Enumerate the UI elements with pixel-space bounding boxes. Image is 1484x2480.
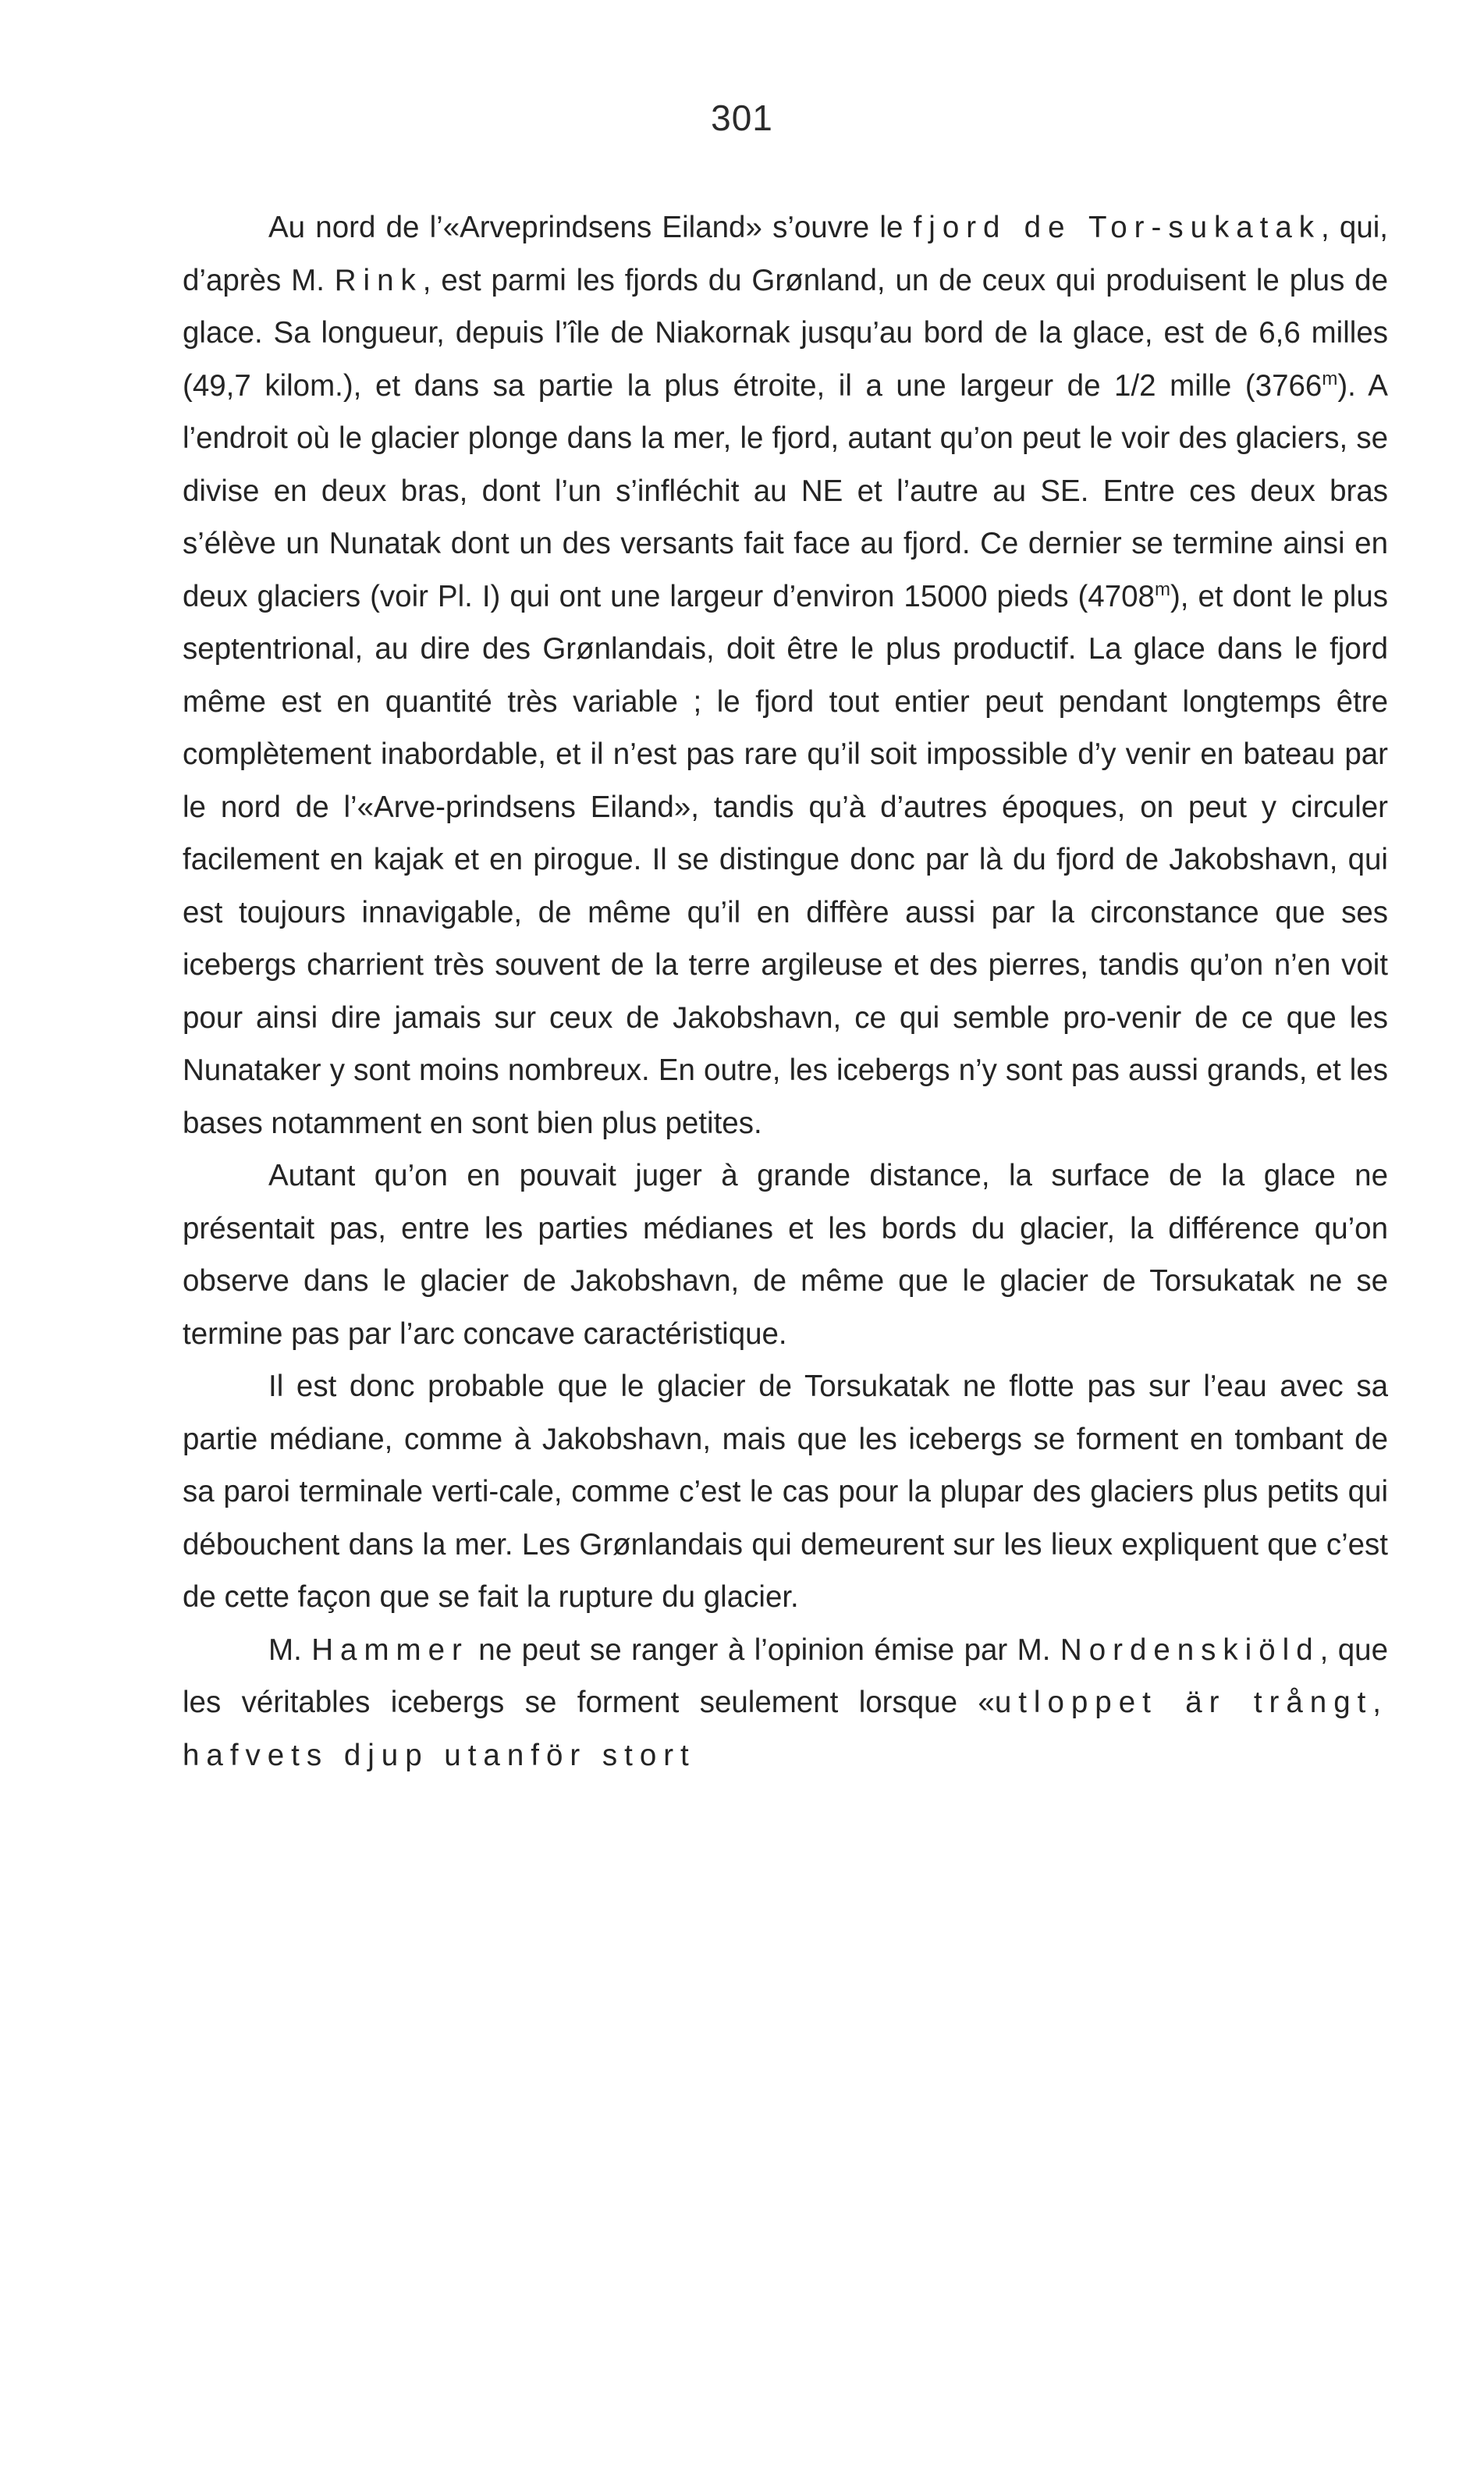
paragraph-2: Autant qu’on en pouvait juger à grande distance, la surface de la glace ne présentait pas, entre les parties médianes et les bords du glacier, la différence qu’on observe dans le glacier de Jakobshavn, de même que le glacier de Torsukatak ne se termine pas par l’arc concave caractéristique. — [183, 1159, 1388, 1351]
p4-swedish-quote: utloppet är trångt, hafvets djup utanför stort — [183, 1686, 1388, 1772]
p1-text-f: mille (3766 — [1156, 368, 1322, 403]
p1-text-e: , est parmi les fjords du Grønland, un de ceux qui produisent le plus de glace. Sa longueur, depuis l’île de Niakornak jusqu’au bord de la glace, est de 6,6 milles (49,7 kilom.), et dans sa partie la plus étroite, il a une largeur de — [183, 263, 1388, 403]
p1-author-rink: Rink — [334, 263, 423, 297]
p1-text-h: ), et dont le plus septentrional, au dire des Grønlandais, doit être le plus productif. La glace dans le fjord même est en quantité très variable ; le fjord tout entier peut pendant longtemps être complètement inabordable, et il n’est pas rare qu’il soit impossible d’y venir en bateau par le nord de l’«Arve-prindsens Eiland», tandis qu’à d’autres époques, on peut y circuler facilement en kajak et en pirogue. Il se distingue donc par là du fjord de Jakobshavn, qui est toujours innavigable, de même qu’il en diffère aussi par la circonstance que ses icebergs charrient très souvent de la terre argileuse et des pierres, tandis qu’on n’en voit pour ainsi dire jamais sur ceux de Jakobshavn, ce qui semble pro-venir de ce que les Nunataker y sont moins nombreux. En outre, les icebergs n’y sont pas aussi grands, et les bases notamment en sont bien plus petites. — [183, 579, 1389, 1140]
p4-text-a: M. — [268, 1633, 312, 1667]
p4-text-e: , que les véritables icebergs se forment seulement lorsque « — [183, 1633, 1388, 1719]
p1-fraction: 1/2 — [1114, 368, 1156, 403]
page-number: 301 — [711, 98, 773, 138]
p1-text-c: , qui, d’après M. — [183, 211, 1388, 297]
p1-unit-m-1: m — [1322, 368, 1338, 389]
paragraph-1 — [183, 201, 1388, 1149]
paragraph-4 — [183, 1624, 1388, 1782]
p4-author-nordenskiold: Nordenskiöld — [1060, 1633, 1320, 1667]
p4-text-c: ne peut se ranger à l’opinion émise par M. — [468, 1633, 1060, 1667]
paragraph-3: Il est donc probable que le glacier de Torsukatak ne flotte pas sur l’eau avec sa partie médiane, comme à Jakobshavn, mais que les icebergs se forment en tombant de sa paroi terminale verti-cale, comme c’est le cas pour la plupar des glaciers plus petits qui débouchent dans la mer. Les Grønlandais qui demeurent sur les lieux expliquent que c’est de cette façon que se fait la rupture du glacier. — [183, 1370, 1388, 1614]
p1-text-a: Au nord de l’«Arveprindsens Eiland» s’ouvre le — [268, 211, 914, 244]
p1-text-g: ). A l’endroit où le glacier plonge dans la mer, le fjord, autant qu’on peut le voir des glaciers, se divise en deux bras, dont l’un s’infléchit au NE et l’autre au SE. Entre ces deux bras s’élève un Nunatak dont un des versants fait face au fjord. Ce dernier se termine ainsi en deux glaciers (voir Pl. I) qui ont une largeur d’environ 15000 pieds (4708 — [183, 368, 1388, 613]
p1-unit-m-2: m — [1154, 578, 1170, 600]
p1-fjord-name: fjord de Tor-sukatak — [913, 211, 1322, 244]
p4-author-hammer: Hammer — [311, 1633, 469, 1667]
body-text — [183, 201, 1388, 1782]
